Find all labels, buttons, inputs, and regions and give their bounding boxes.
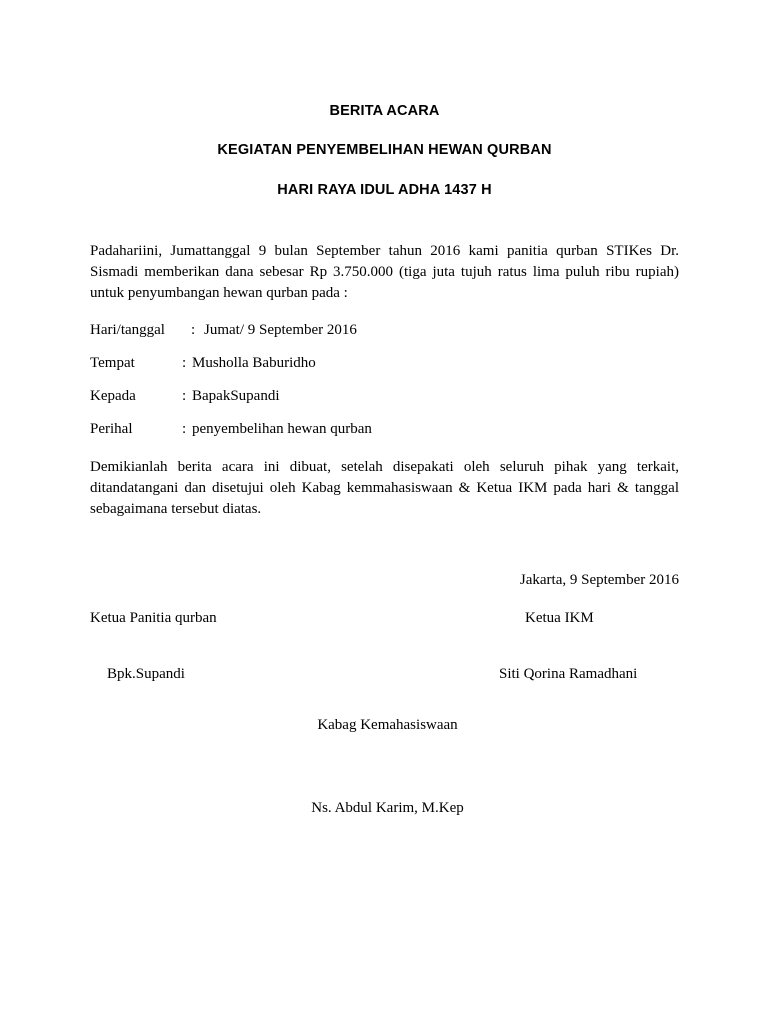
detail-row	[90, 320, 679, 341]
detail-label-perihal: Perihal	[90, 421, 133, 438]
signature-left-name: Bpk.Supandi	[107, 666, 185, 683]
document-body	[90, 0, 679, 819]
signature-right-name: Siti Qorina Ramadhani	[499, 666, 638, 683]
closing-paragraph: Demikianlah berita acara ini dibuat, setelah disepakati oleh seluruh pihak yang terkait, ditandatangani dan disetujui oleh Kabag kemmahasiswaan & Ketua IKM pada hari & tanggal sebagaimana tersebut diatas.	[90, 459, 679, 518]
detail-separator: :	[182, 355, 187, 372]
detail-value-hari-tanggal: Jumat/ 9 September 2016	[204, 322, 357, 339]
detail-value-kepada: BapakSupandi	[192, 388, 280, 405]
intro-paragraph: Padahariini, Jumattanggal 9 bulan September tahun 2016 kami panitia qurban STIKes Dr. Sismadi memberikan dana sebesar Rp 3.750.000 (tiga juta tujuh ratus lima puluh ribu rupiah) untuk penyumbangan hewan qurban pada :	[90, 243, 679, 302]
detail-row	[90, 419, 679, 440]
signature-center-name: Ns. Abdul Karim, M.Kep	[311, 800, 464, 817]
signature-center-title: Kabag Kemahasiswaan	[317, 717, 458, 734]
detail-list	[90, 320, 679, 440]
detail-value-perihal: penyembelihan hewan qurban	[192, 421, 372, 438]
signature-name-row	[90, 664, 679, 685]
signature-title-row	[90, 608, 679, 629]
detail-row	[90, 386, 679, 407]
detail-separator: :	[182, 388, 187, 405]
signature-right-title: Ketua IKM	[525, 610, 594, 627]
signature-left-title: Ketua Panitia qurban	[90, 610, 217, 627]
signature-place-date: Jakarta, 9 September 2016	[519, 572, 679, 589]
document-title-line-2: KEGIATAN PENYEMBELIHAN HEWAN QURBAN	[217, 142, 552, 159]
detail-value-tempat: Musholla Baburidho	[192, 355, 316, 372]
signature-area	[90, 570, 679, 819]
detail-row	[90, 353, 679, 374]
detail-label-kepada: Kepada	[90, 388, 136, 405]
title-block	[90, 0, 679, 199]
document-title-line-3: HARI RAYA IDUL ADHA 1437 H	[277, 181, 492, 198]
detail-separator: :	[182, 421, 187, 438]
detail-separator: :	[191, 322, 196, 339]
detail-label-tempat: Tempat	[90, 355, 135, 372]
detail-label-hari-tanggal: Hari/tanggal	[90, 322, 165, 339]
document-title-line-1: BERITA ACARA	[329, 103, 440, 119]
